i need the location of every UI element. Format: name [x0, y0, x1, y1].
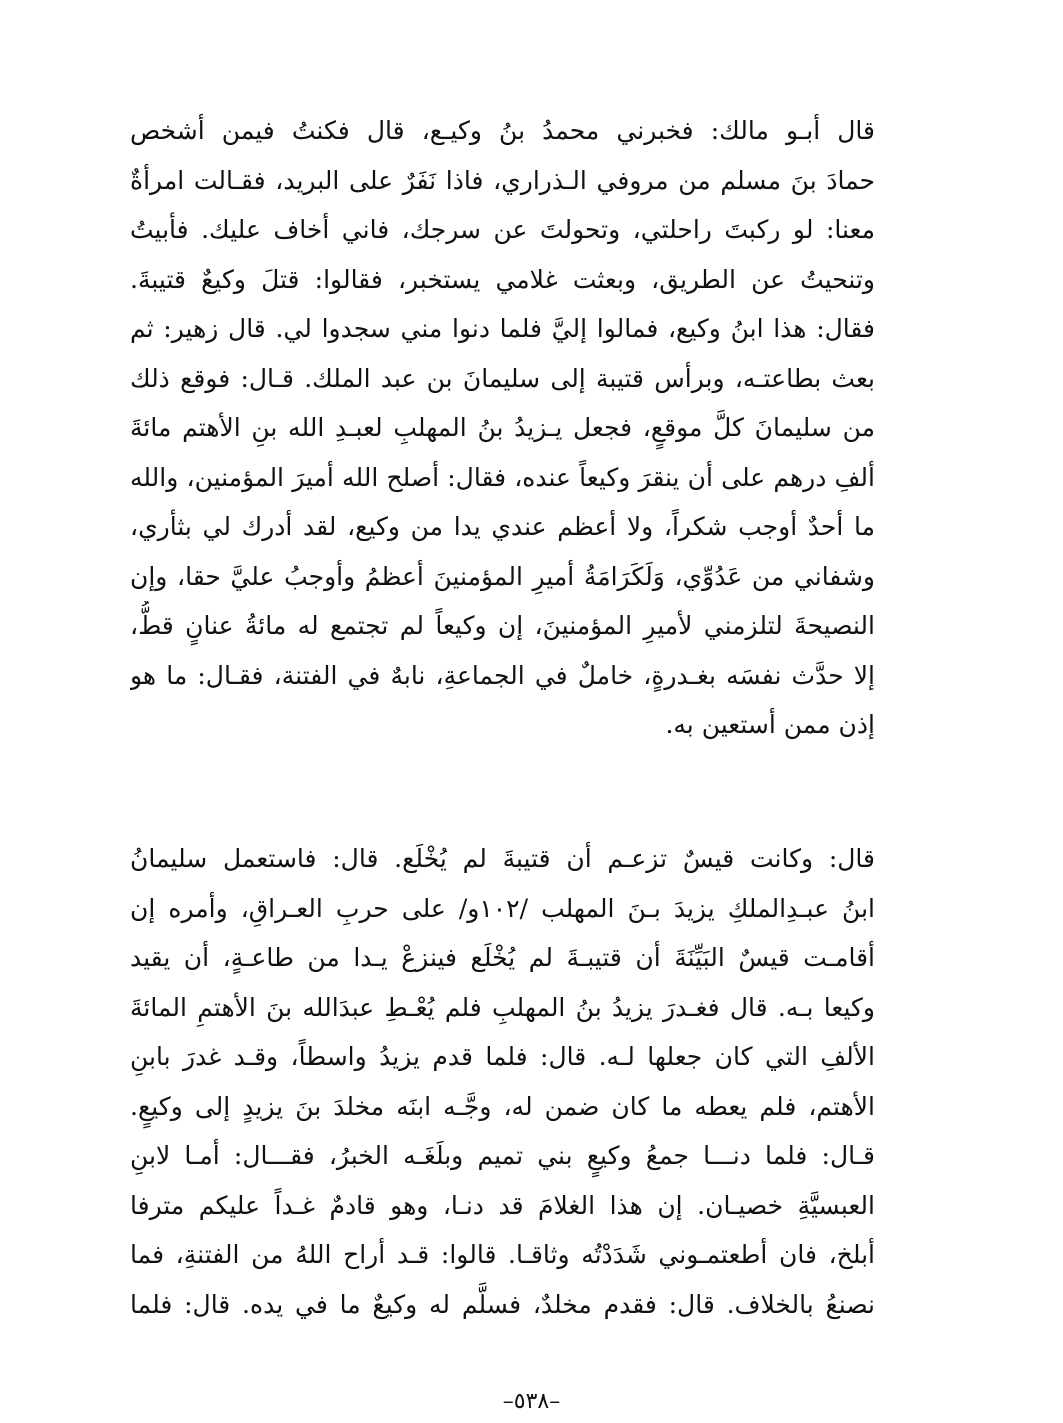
text-line: بعث بطاعتـه، وبرأس قتيبة إلى سليمانَ بن عبد الملك. قـال: فوقع ذلك	[130, 363, 875, 393]
text-line: قـال: فلما دنـــا جمعُ وكيعٍ بني تميم وبلَغَـه الخبرُ، فقـــال: أمـا لابنِ	[130, 1141, 875, 1170]
text-line: العبسيَّةِ خصيـان. إن هذا الغلامَ قد دنـا، وهو قادمٌ غـداً عليكم مترفا	[130, 1190, 875, 1220]
text-line: إلا حدَّث نفسَه بغـدرةٍ، خاملٌ في الجماعةِ، نابهٌ في الفتنة، فقـال: ما هو	[130, 660, 875, 690]
text-line: قال أبـو مالك: فخبرني محمدُ بنُ وكيـع، قال فكنتُ فيمن أشخص	[130, 116, 875, 145]
text-line: الأهتم، فلم يعطه ما كان ضمن له، وجَّـه ابنَه مخلدَ بنَ يزيدٍ إلى وكيعٍ.	[130, 1091, 875, 1121]
text-line: وكيعا بـه. قال فغـدرَ يزيدُ بنُ المهلبِ فلم يُعْـطِ عبدَالله بنَ الأهتمِ المائةَ	[130, 992, 875, 1022]
text-line: أبلخ، فان أطعتمـوني شَدَدْتُه وثاقـا. قالوا: قـد أراح اللهُ من الفتنةِ، فما	[130, 1240, 875, 1269]
paragraph-1	[130, 106, 875, 750]
text-line: نصنعُ بالخلاف. قال: فقدم مخلدٌ، فسلَّم له وكيعٌ ما في يده. قال: فلما	[130, 1289, 875, 1319]
text-line: النصيحةَ لتلزمني لأميرِ المؤمنينَ، إن وكيعاً لم تجتمع له مائةُ عنانٍ قطُّ،	[130, 611, 875, 640]
text-line: الألفِ التي كان جعلها لـه. قال: فلما قدم يزيدُ واسطاً، وقـد غدرَ بابنِ	[130, 1042, 875, 1071]
text-line: حمادَ بنَ مسلم من مروفي الـذراري، فاذا نَفَرٌ على البريد، فقـالت امرأةٌ	[130, 165, 875, 195]
text-line: ابنُ عبـدِالملكِ يزيدَ بـنَ المهلب /١٠٢و/ على حربِ العـراقِ، وأمره إن	[130, 893, 875, 923]
text-line: أقامـت قيسٌ البَيِّنَةَ أن قتيبـةَ لم يُخْلَع فينزعْ يـدا من طاعـةٍ، أن يقيد	[130, 943, 875, 972]
text-line: معنا: لو ركبتَ راحلتي، وتحولتَ عن سرجك، فاني أخاف عليك. فأبيتُ	[130, 215, 875, 244]
page-number: –٥٣٨–	[502, 1389, 561, 1414]
text-line: وتنحيتُ عن الطريق، وبعثت غلامي يستخبر، فقالوا: قتلَ وكيعٌ قتيبةَ.	[130, 264, 875, 294]
text-line: ما أحدٌ أوجب شكراً، ولا أعظم عندي يدا من وكيع، لقد أدرك لي بثأري،	[130, 512, 875, 541]
text-line: فقال: هذا ابنُ وكيع، فمالوا إليَّ فلما دنوا مني سجدوا لي. قال زهير: ثم	[130, 314, 875, 343]
text-line: ألفِ درهم على أن ينقرَ وكيعاً عنده، فقال: أصلح الله أميرَ المؤمنين، والله	[130, 462, 875, 492]
text-line: من سليمانَ كلَّ موقعٍ، فجعل يـزيدُ بنُ المهلبِ لعبـدِ الله بنِ الأهتم مائةَ	[130, 413, 875, 442]
text-line: وشفاني من عَدُوِّي، وَلَكَرَامَةُ أميرِ المؤمنينَ أعظمُ وأوجبُ عليَّ حقا، وإن	[130, 561, 875, 591]
text-line: إذن ممن أستعين به.	[665, 710, 875, 739]
paragraph-2	[130, 834, 875, 1329]
text-line: قال: وكانت قيسٌ تزعـم أن قتيبةَ لم يُخْلَع. قال: فاستعمل سليمانُ	[130, 844, 875, 873]
